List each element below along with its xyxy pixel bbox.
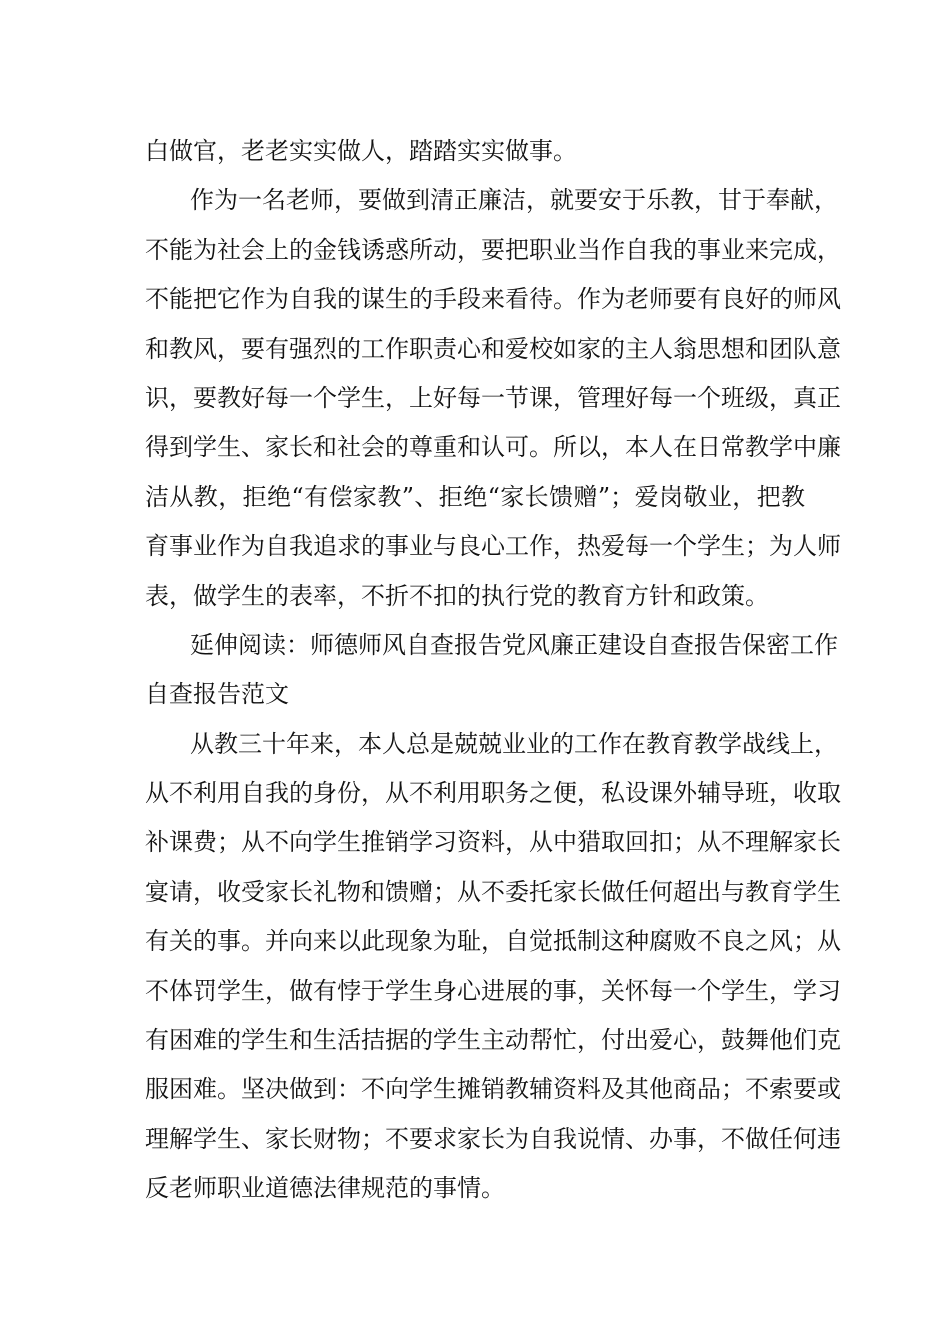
text-line: 补课费；从不向学生推销学习资料，从中猎取回扣；从不理解家长: [145, 828, 841, 857]
document-body: [145, 127, 841, 1214]
text-line: 育事业作为自我追求的事业与良心工作，热爱每一个学生；为人师: [145, 532, 841, 561]
text-line: 不能为社会上的金钱诱惑所动，要把职业当作自我的事业来完成，: [145, 235, 841, 264]
text-line: 理解学生、家长财物；不要求家长为自我说情、办事，不做任何违: [145, 1124, 841, 1153]
paragraph: [145, 720, 841, 1214]
text-line: 服困难。坚决做到：不向学生摊销教辅资料及其他商品；不索要或: [145, 1075, 841, 1104]
text-line: 识，要教好每一个学生，上好每一节课，管理好每一个班级，真正: [145, 383, 841, 412]
paragraph: [145, 176, 841, 621]
text-line: 自查报告范文: [145, 680, 289, 709]
text-line: 和教风，要有强烈的工作职责心和爱校如家的主人翁思想和团队意: [145, 334, 841, 363]
text-line: 宴请，收受家长礼物和馈赠；从不委托家长做任何超出与教育学生: [145, 877, 841, 906]
text-line: 洁从教，拒绝“有偿家教”、拒绝“家长馈赠”；爱岗敬业，把教: [145, 482, 805, 511]
text-line: 白做官，老老实实做人，踏踏实实做事。: [145, 137, 577, 165]
text-line: 不能把它作为自我的谋生的手段来看待。作为老师要有良好的师风: [145, 285, 841, 314]
paragraph: [145, 621, 838, 720]
paragraph: [145, 127, 805, 176]
text-line: 延伸阅读：师德师风自查报告党风廉正建设自查报告保密工作: [190, 630, 838, 659]
text-line: 有关的事。并向来以此现象为耻，自觉抵制这种腐败不良之风；从: [145, 927, 841, 956]
text-line: 得到学生、家长和社会的尊重和认可。所以，本人在日常教学中廉: [145, 433, 841, 462]
text-line: 从不利用自我的身份，从不利用职务之便，私设课外辅导班，收取: [145, 779, 841, 808]
text-line: 有困难的学生和生活拮据的学生主动帮忙，付出爱心，鼓舞他们克: [145, 1026, 841, 1055]
text-line: 反老师职业道德法律规范的事情。: [145, 1174, 505, 1203]
text-line: 不体罚学生，做有悖于学生身心进展的事，关怀每一个学生，学习: [145, 976, 841, 1005]
text-line: 表，做学生的表率，不折不扣的执行党的教育方针和政策。: [145, 581, 769, 610]
text-line: 从教三十年来，本人总是兢兢业业的工作在教育教学战线上，: [190, 729, 838, 758]
text-line: 作为一名老师，要做到清正廉洁，就要安于乐教，甘于奉献，: [190, 186, 838, 215]
